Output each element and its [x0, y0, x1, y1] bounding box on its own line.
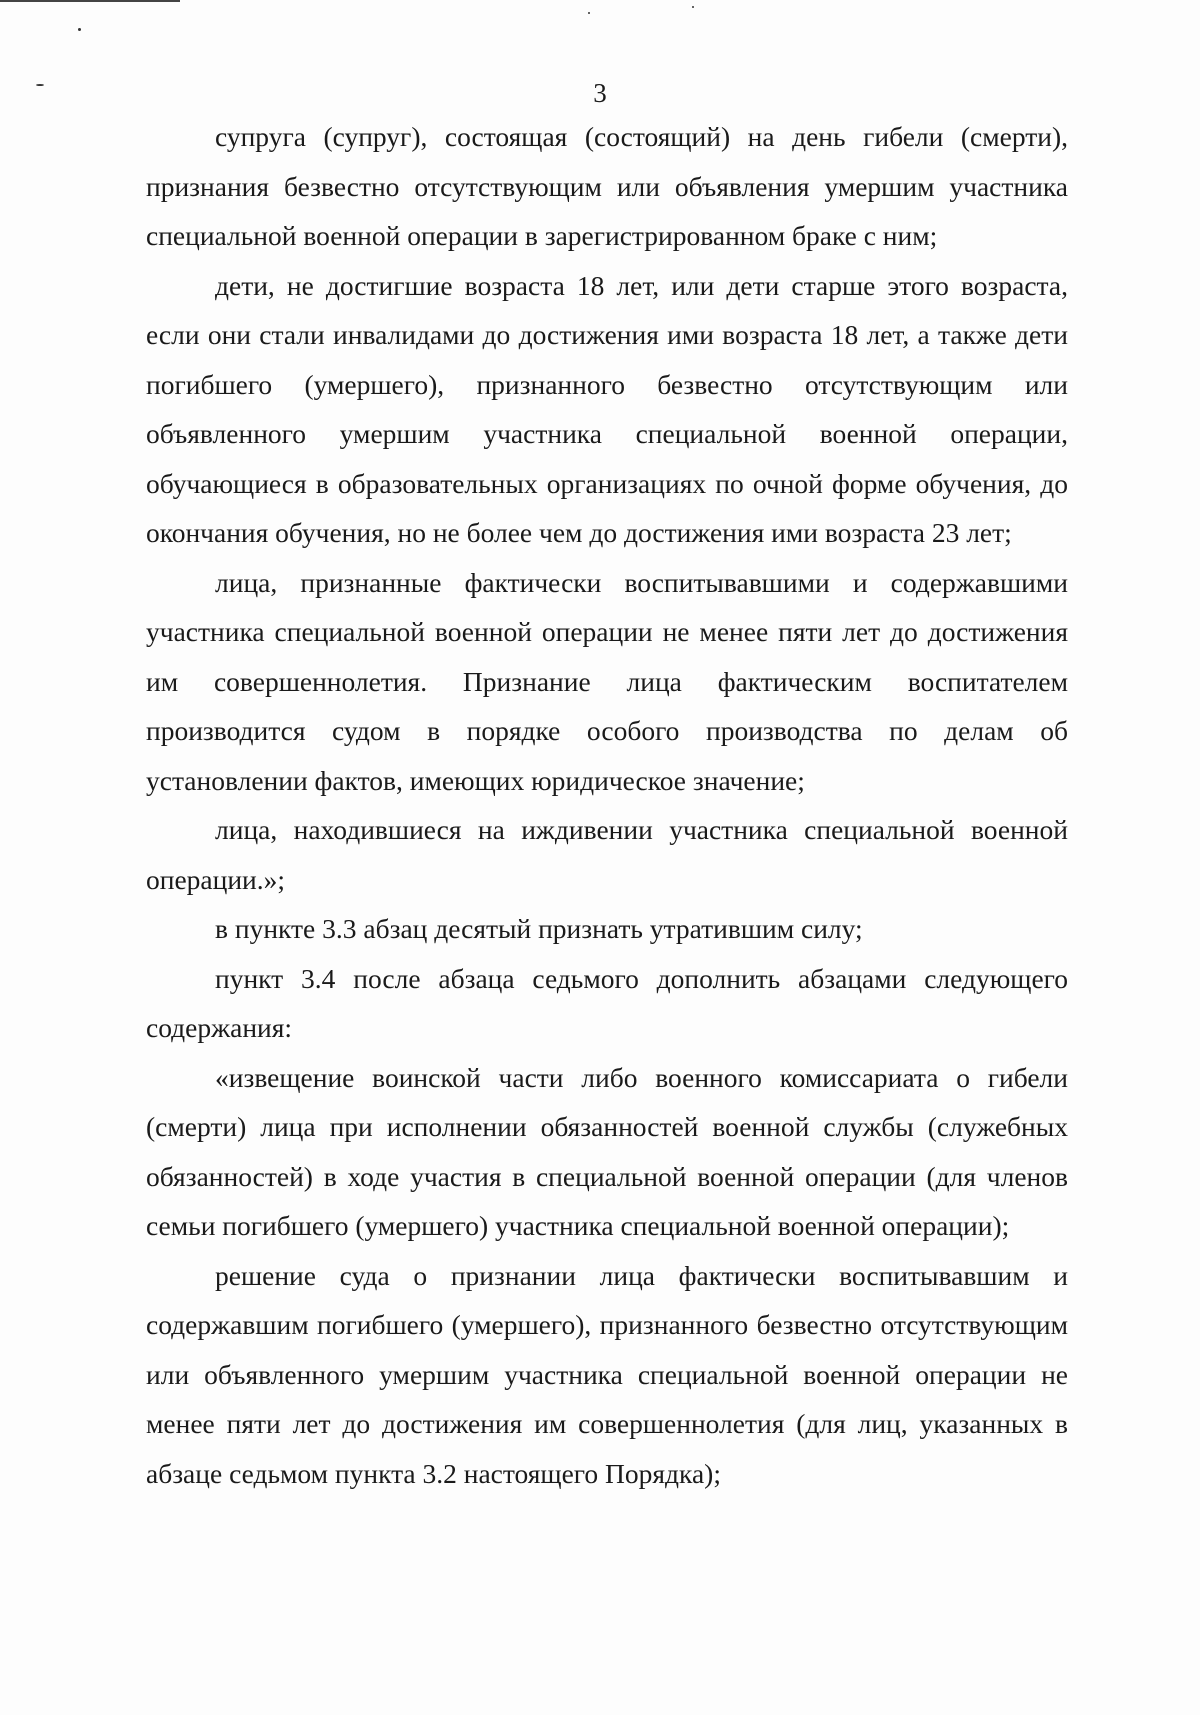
scan-speck: [588, 12, 590, 14]
paragraph: «извещение воинской части либо военного комиссариата о гибели (смерти) лица при исполнении обязанностей военной службы (служебных обязанностей) в ходе участия в специальной военной операции (для членов семьи погибшего (умершего) участника специальной военной операции);: [146, 1061, 1068, 1241]
paragraph: супруга (супруг), состоящая (состоящий) на день гибели (смерти), признания безвестно отсутствующим или объявления умершим участника специальной военной операции в зарегистрированном браке с ним;: [146, 121, 1068, 251]
paragraph: решение суда о признании лица фактически воспитывавшим и содержавшим погибшего (умершего), признанного безвестно отсутствующим или объявленного умершим участника специальной военной операции не менее пяти лет до достижения им совершеннолетия (для лиц, указанных в абзаце седьмом пункта 3.2 настоящего Порядка);: [146, 1259, 1068, 1489]
scan-speck: [692, 6, 694, 8]
scan-speck: [78, 28, 81, 31]
paragraph: пункт 3.4 после абзаца седьмого дополнить абзацами следующего содержания:: [146, 962, 1068, 1043]
scan-artifact-line: [0, 0, 180, 2]
paragraph: дети, не достигшие возраста 18 лет, или дети старше этого возраста, если они стали инвалидами до достижения ими возраста 18 лет, а также дети погибшего (умершего), признанного безвестно отсутствующим или объявленного умершим участника специальной военной операции, обучающиеся в образовательных организациях по очной форме обучения, до окончания обучения, но не более чем до достижения ими возраста 23 лет;: [146, 269, 1068, 548]
paragraph: в пункте 3.3 абзац десятый признать утратившим силу;: [215, 913, 863, 944]
document-body: [146, 112, 1068, 1498]
paragraph: лица, находившиеся на иждивении участника специальной военной операции.»;: [146, 814, 1068, 895]
page-number: 3: [593, 78, 607, 108]
paragraph: лица, признанные фактически воспитывавшими и содержавшими участника специальной военной операции не менее пяти лет до достижения им совершеннолетия. Признание лица фактическим воспитателем производится судом в порядке особого производства по делам об установлении фактов, имеющих юридическое значение;: [146, 566, 1068, 796]
